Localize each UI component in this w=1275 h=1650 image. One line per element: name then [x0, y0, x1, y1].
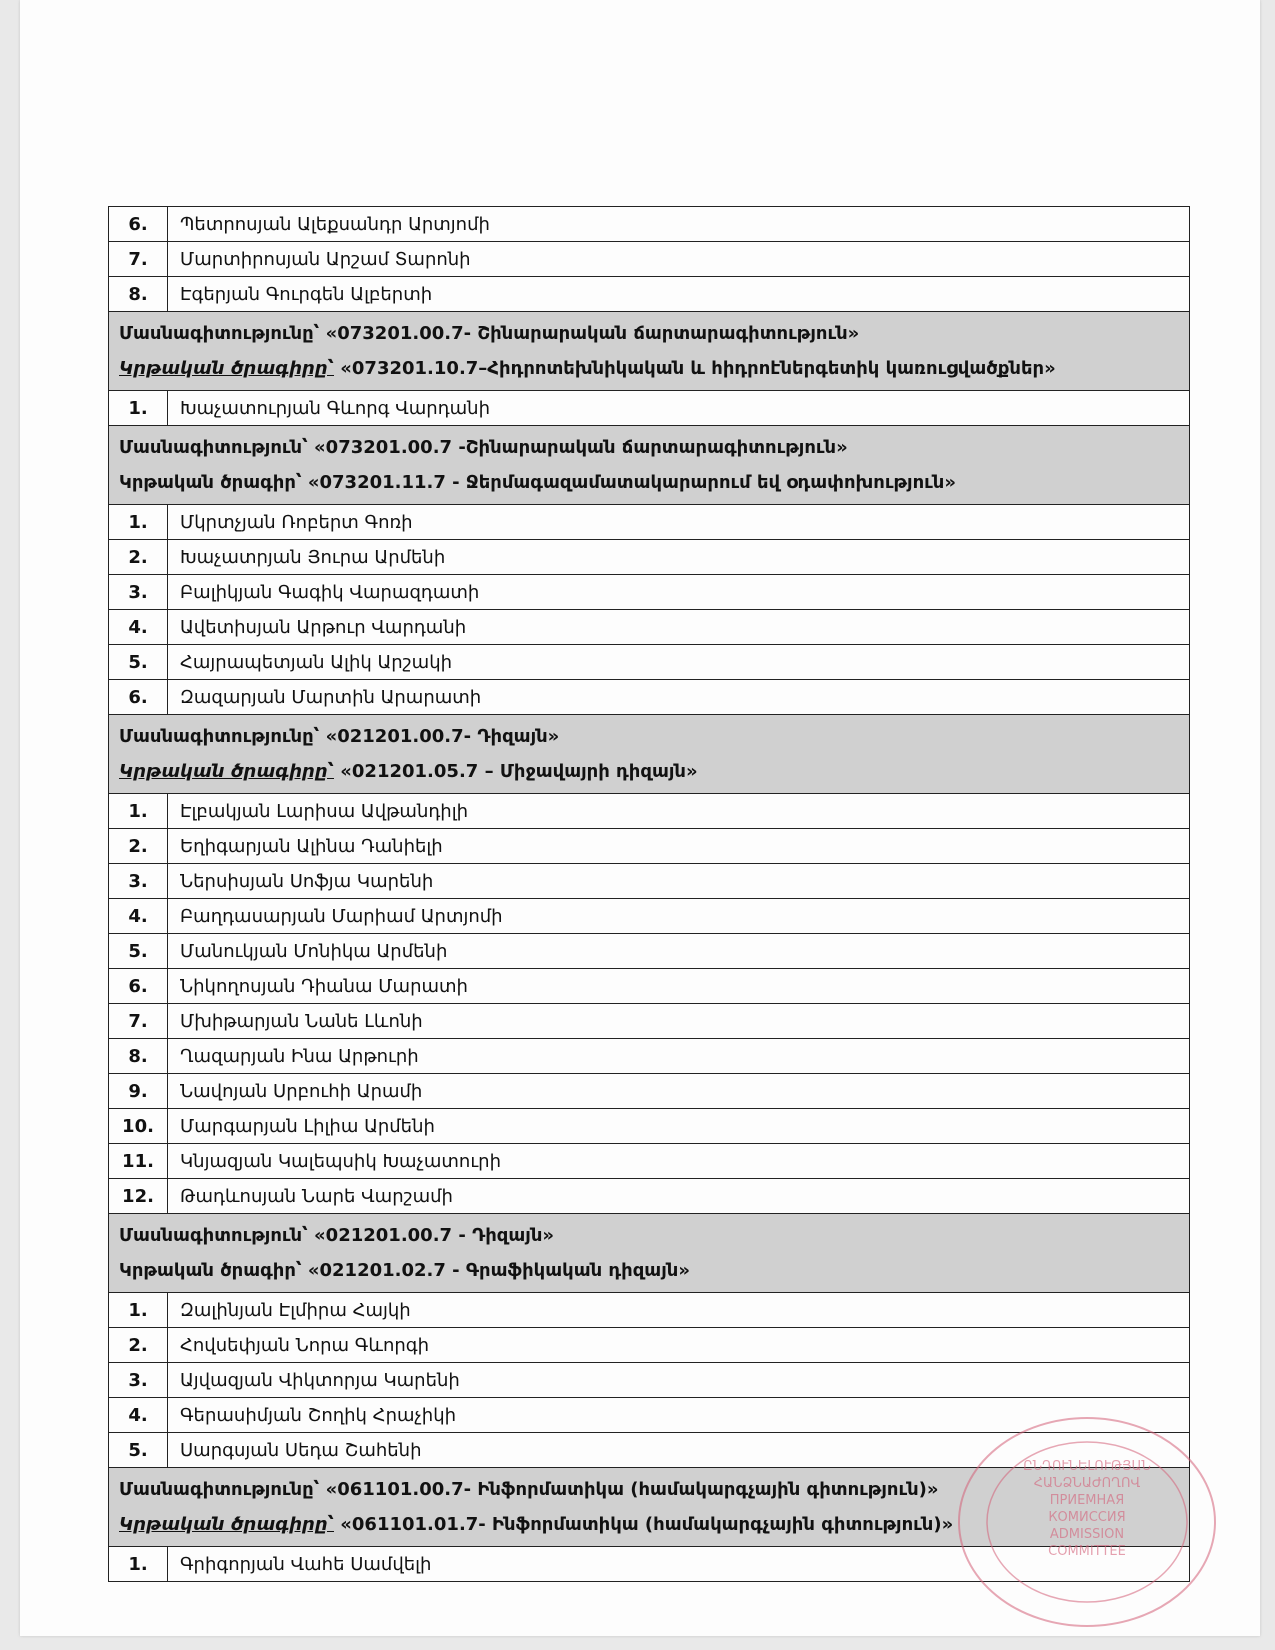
stamp-text-line: ПРИЕМНАЯ: [1049, 1493, 1125, 1508]
program-value: «021201.02.7 - Գրաֆիկական դիզայն»: [307, 1260, 690, 1281]
section-header-cell: [109, 1214, 1190, 1293]
student-name: Պետրոսյան Ալեքսանդր Արտյոմի: [168, 207, 1190, 242]
program-line: [119, 754, 1189, 789]
section-header: [109, 715, 1190, 794]
specialty-label: Մասնագիտություն՝: [119, 1225, 308, 1246]
student-name: Զազարյան Մարտին Արարատի: [168, 680, 1190, 715]
row-number: 1.: [109, 1547, 168, 1582]
table-row: [109, 1363, 1190, 1398]
program-value: «073201.11.7 - Ջերմագազամատակարարում եվ օդափոխություն»: [307, 472, 956, 493]
table-row: [109, 277, 1190, 312]
table-row: [109, 969, 1190, 1004]
table-row: [109, 610, 1190, 645]
table-row: [109, 934, 1190, 969]
stamp-text-line: КОМИССИЯ: [1048, 1510, 1126, 1525]
row-number: 1.: [109, 505, 168, 540]
table-row: [109, 794, 1190, 829]
student-name: Զալինյան Էլմիրա Հայկի: [168, 1293, 1190, 1328]
specialty-label: Մասնագիտությունը՝: [119, 1479, 320, 1500]
row-number: 4.: [109, 899, 168, 934]
program-label: Կրթական ծրագիրը՝: [119, 1514, 334, 1535]
section-header: [109, 426, 1190, 505]
section-header-cell: [109, 312, 1190, 391]
stamp-text-line: ԸՆԴՈՒՆԵԼՈՒԹՅԱՆ: [1023, 1459, 1151, 1474]
student-name: Նիկողոսյան Դիանա Մարատի: [168, 969, 1190, 1004]
table-row: [109, 242, 1190, 277]
student-name: Եղիգարյան Ալինա Դանիելի: [168, 829, 1190, 864]
table-row: [109, 505, 1190, 540]
specialty-value: «021201.00.7- Դիզայն»: [325, 726, 560, 747]
student-name: Բաղդասարյան Մարիամ Արտյոմի: [168, 899, 1190, 934]
student-name: Խաչատուրյան Գևորգ Վարդանի: [168, 391, 1190, 426]
program-value: «021201.05.7 – Միջավայրի դիզայն»: [340, 761, 698, 782]
specialty-value: «073201.00.7 -Շինարարական ճարտարագիտություն»: [314, 437, 848, 458]
specialty-line: [119, 1218, 1189, 1253]
student-name: Թադևոսյան Նարե Վարշամի: [168, 1179, 1190, 1214]
row-number: 7.: [109, 1004, 168, 1039]
student-name: Գրիգորյան Վահե Սամվելի: [168, 1547, 1190, 1582]
specialty-value: «021201.00.7 - Դիզայն»: [314, 1225, 555, 1246]
student-name: Ներսիսյան Սոֆյա Կարենի: [168, 864, 1190, 899]
section-header: [109, 1214, 1190, 1293]
student-name: Ավետիսյան Արթուր Վարդանի: [168, 610, 1190, 645]
row-number: 9.: [109, 1074, 168, 1109]
table-row: [109, 645, 1190, 680]
specialty-line: [119, 430, 1189, 465]
student-name: Մխիթարյան Նանե Լևոնի: [168, 1004, 1190, 1039]
student-name: Կնյազյան Կալեպսիկ Խաչատուրի: [168, 1144, 1190, 1179]
row-number: 6.: [109, 680, 168, 715]
student-name: Մարգարյան Լիլիա Արմենի: [168, 1109, 1190, 1144]
table-row: [109, 680, 1190, 715]
row-number: 2.: [109, 1328, 168, 1363]
student-name: Էգերյան Գուրգեն Ալբերտի: [168, 277, 1190, 312]
specialty-line: [119, 719, 1189, 754]
student-name: Սարգսյան Սեդա Շահենի: [168, 1433, 1190, 1468]
table-row: [109, 1144, 1190, 1179]
table-row: [109, 899, 1190, 934]
row-number: 4.: [109, 1398, 168, 1433]
table-row: [109, 1039, 1190, 1074]
row-number: 7.: [109, 242, 168, 277]
program-line: [119, 351, 1189, 386]
row-number: 6.: [109, 207, 168, 242]
table-row: [109, 1293, 1190, 1328]
admission-list-table: [108, 206, 1190, 1582]
table-row: [109, 1109, 1190, 1144]
student-name: Ղազարյան Ինա Արթուրի: [168, 1039, 1190, 1074]
specialty-label: Մասնագիտություն՝: [119, 437, 308, 458]
row-number: 12.: [109, 1179, 168, 1214]
row-number: 2.: [109, 540, 168, 575]
document-page: [20, 0, 1260, 1636]
row-number: 3.: [109, 575, 168, 610]
row-number: 8.: [109, 1039, 168, 1074]
specialty-label: Մասնագիտությունը՝: [119, 323, 320, 344]
stamp-text-line: ADMISSION: [1049, 1527, 1125, 1542]
table-row: [109, 391, 1190, 426]
program-label: Կրթական ծրագիրը՝: [119, 761, 334, 782]
stamp-text-line: COMMITTEE: [1048, 1544, 1126, 1559]
table-row: [109, 1179, 1190, 1214]
specialty-value: «061101.00.7- Ինֆորմատիկա (համակարգչային գիտություն)»: [325, 1479, 939, 1500]
row-number: 5.: [109, 645, 168, 680]
program-label: Կրթական ծրագիր՝: [119, 1260, 302, 1281]
student-name: Գերասիմյան Շողիկ Հրաչիկի: [168, 1398, 1190, 1433]
specialty-value: «073201.00.7- Շինարարական ճարտարագիտություն»: [325, 323, 860, 344]
row-number: 1.: [109, 391, 168, 426]
row-number: 5.: [109, 934, 168, 969]
row-number: 1.: [109, 1293, 168, 1328]
student-name: Խաչատրյան Յուրա Արմենի: [168, 540, 1190, 575]
row-number: 3.: [109, 864, 168, 899]
table-row: [109, 1074, 1190, 1109]
row-number: 3.: [109, 1363, 168, 1398]
student-name: Բալիկյան Գագիկ Վարազդատի: [168, 575, 1190, 610]
row-number: 6.: [109, 969, 168, 1004]
specialty-line: [119, 316, 1189, 351]
table-row: [109, 575, 1190, 610]
program-line: [119, 465, 1189, 500]
student-name: Հովսեփյան Նորա Գևորգի: [168, 1328, 1190, 1363]
section-header-cell: [109, 426, 1190, 505]
row-number: 11.: [109, 1144, 168, 1179]
section-header-cell: [109, 715, 1190, 794]
student-name: Այվազյան Վիկտորյա Կարենի: [168, 1363, 1190, 1398]
row-number: 2.: [109, 829, 168, 864]
program-value: «061101.01.7- Ինֆորմատիկա (համակարգչային գիտություն)»: [340, 1514, 954, 1535]
table-row: [109, 829, 1190, 864]
program-label: Կրթական ծրագիր՝: [119, 472, 302, 493]
table-row: [109, 1004, 1190, 1039]
program-value: «073201.10.7–Հիդրոտեխնիկական և հիդրոէներգետիկ կառուցվածքներ»: [340, 358, 1056, 379]
section-header: [109, 312, 1190, 391]
row-number: 8.: [109, 277, 168, 312]
row-number: 5.: [109, 1433, 168, 1468]
stamp-text-line: ՀԱՆՁՆԱԺՈՂՈՎ: [1033, 1476, 1141, 1491]
student-name: Մարտիրոսյան Արշամ Տարոնի: [168, 242, 1190, 277]
row-number: 1.: [109, 794, 168, 829]
student-name: Մանուկյան Մոնիկա Արմենի: [168, 934, 1190, 969]
program-label: Կրթական ծրագիրը՝: [119, 358, 334, 379]
table-row: [109, 864, 1190, 899]
specialty-label: Մասնագիտությունը՝: [119, 726, 320, 747]
admission-committee-stamp: [955, 1415, 1220, 1630]
table-row: [109, 207, 1190, 242]
student-name: Նավոյան Սրբուհի Արամի: [168, 1074, 1190, 1109]
student-name: Մկրտչյան Ռոբերտ Գոռի: [168, 505, 1190, 540]
row-number: 10.: [109, 1109, 168, 1144]
table-row: [109, 1328, 1190, 1363]
row-number: 4.: [109, 610, 168, 645]
table-row: [109, 540, 1190, 575]
program-line: [119, 1253, 1189, 1288]
student-name: Հայրապետյան Ալիկ Արշակի: [168, 645, 1190, 680]
student-name: Էլբակյան Լարիսա Ավթանդիլի: [168, 794, 1190, 829]
